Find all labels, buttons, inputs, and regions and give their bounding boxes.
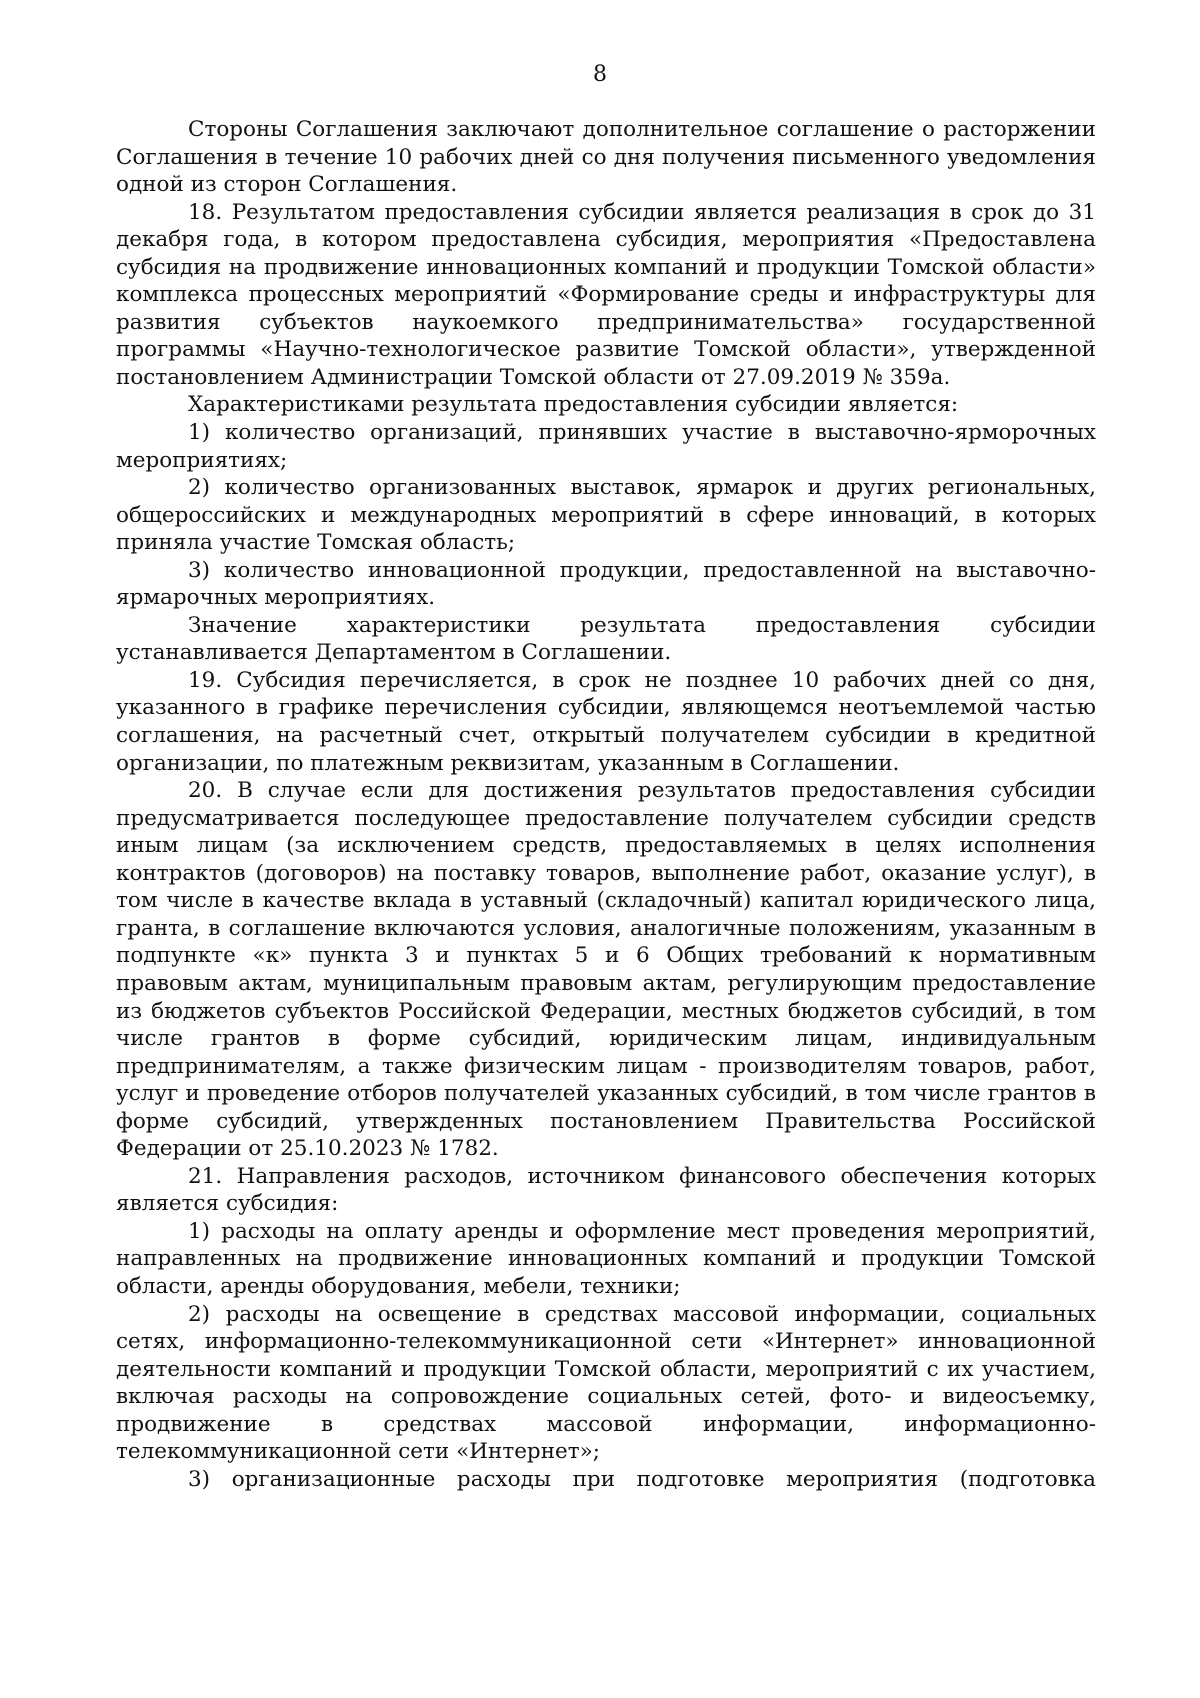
paragraph: 3) количество инновационной продукции, предоставленной на выставочно-ярмарочных мероприятиях. bbox=[116, 557, 1096, 611]
paragraph: 20. В случае если для достижения результатов предоставления субсидии предусматривается последующее предоставление получателем субсидии средств иным лицам (за исключением средств, предоставляемых в целях исполнения контрактов (договоров) на поставку товаров, выполнение работ, оказание услуг), в том числе в качестве вклада в уставный (складочный) капитал юридического лица, гранта, в соглашение включаются условия, аналогичные положениям, указанным в подпункте «к» пункта 3 и пунктах 5 и 6 Общих требований к нормативным правовым актам, муниципальным правовым актам, регулирующим предоставление из бюджетов субъектов Российской Федерации, местных бюджетов субсидий, в том числе грантов в форме субсидий, юридическим лицам, индивидуальным предпринимателям, а также физическим лицам - производителям товаров, работ, услуг и проведение отборов получателей указанных субсидий, в том числе грантов в форме субсидий, утвержденных постановлением Правительства Российской Федерации от 25.10.2023 № 1782. bbox=[116, 778, 1096, 1162]
paragraph: Характеристиками результата предоставления субсидии является: bbox=[188, 392, 959, 418]
page-number: 8 bbox=[593, 62, 607, 87]
paragraph: 1) количество организаций, принявших участие в выставочно-ярморочных мероприятиях; bbox=[116, 420, 1096, 473]
paragraph: 2) расходы на освещение в средствах массовой информации, социальных сетях, информационно-телекоммуникационной сети «Интернет» инновационной деятельности компаний и продукции Томской области, мероприятий с их участием, включая расходы на сопровождение социальных сетей, фото- и видеосъемку, продвижение в средствах массовой информации, информационно-телекоммуникационной сети «Интернет»; bbox=[116, 1301, 1096, 1465]
paragraph: 3) организационные расходы при подготовке мероприятия (подготовка bbox=[188, 1466, 1096, 1492]
paragraph: 21. Направления расходов, источником финансового обеспечения которых является субсидия: bbox=[116, 1163, 1096, 1217]
paragraph: 1) расходы на оплату аренды и оформление мест проведения мероприятий, направленных на продвижение инновационных компаний и продукции Томской области, аренды оборудования, мебели, техники; bbox=[116, 1218, 1096, 1299]
paragraph: Значение характеристики результата предоставления субсидии устанавливается Департаментом в Соглашении. bbox=[116, 612, 1096, 666]
paragraph: 18. Результатом предоставления субсидии является реализация в срок до 31 декабря года, в котором предоставлена субсидия, мероприятия «Предоставлена субсидия на продвижение инновационных компаний и продукции Томской области» комплекса процессных мероприятий «Формирование среды и инфраструктуры для развития субъектов наукоемкого предпринимательства» государственной программы «Научно-технологическое развитие Томской области», утвержденной постановлением Администрации Томской области от 27.09.2019 № 359а. bbox=[116, 199, 1096, 390]
paragraph: Стороны Соглашения заключают дополнительное соглашение о расторжении Соглашения в течение 10 рабочих дней со дня получения письменного уведомления одной из сторон Соглашения. bbox=[116, 117, 1096, 198]
paragraph: 19. Субсидия перечисляется, в срок не позднее 10 рабочих дней со дня, указанного в графике перечисления субсидии, являющемся неотъемлемой частью соглашения, на расчетный счет, открытый получателем субсидии в кредитной организации, по платежным реквизитам, указанным в Соглашении. bbox=[116, 667, 1096, 776]
document-body bbox=[116, 116, 1096, 1493]
paragraph: 2) количество организованных выставок, ярмарок и других региональных, общероссийских и международных мероприятий в сфере инноваций, в которых приняла участие Томская область; bbox=[116, 475, 1096, 556]
